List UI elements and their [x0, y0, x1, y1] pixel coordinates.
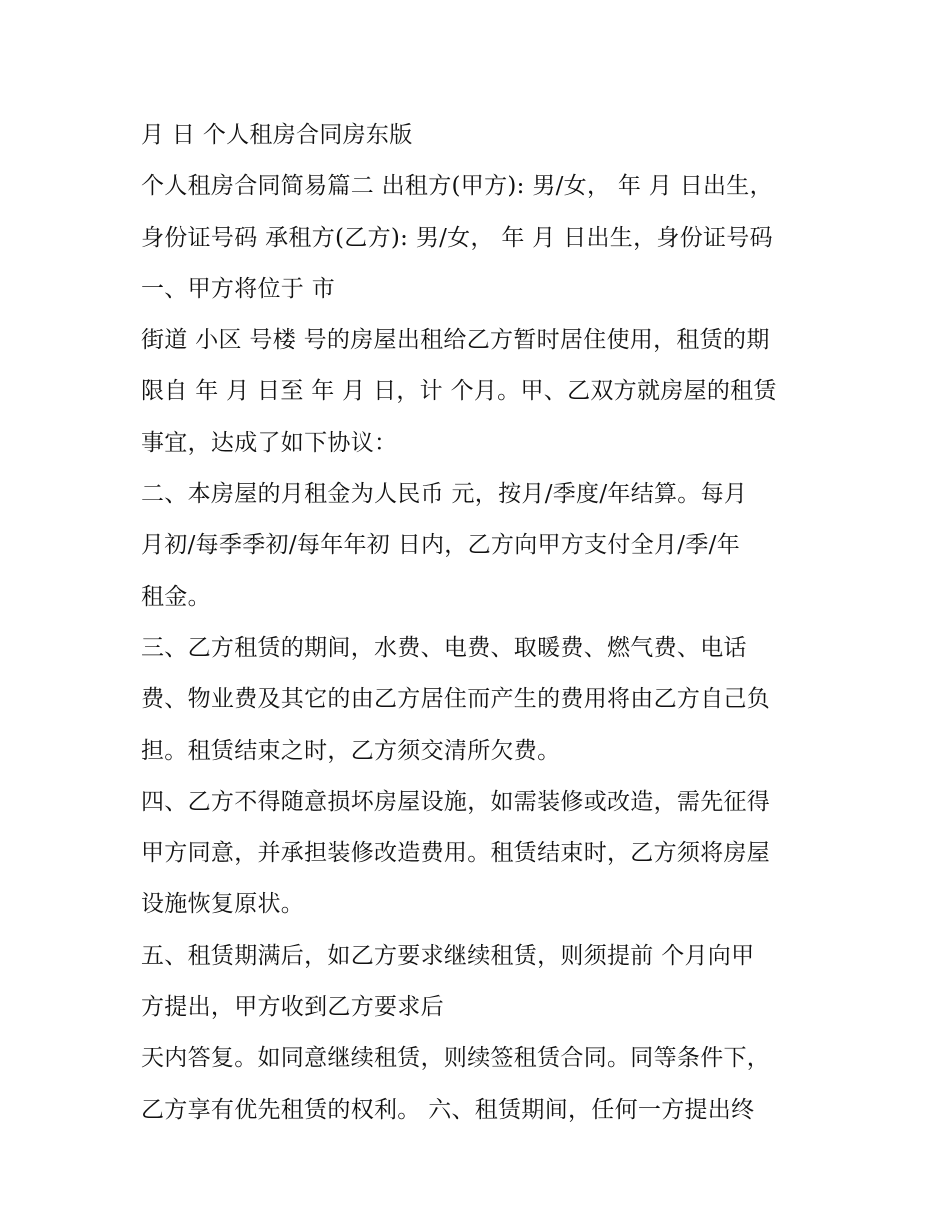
- text-line: 月 日 个人租房合同房东版: [141, 122, 413, 148]
- text-line: 事宜，达成了如下协议：: [141, 429, 398, 456]
- text-line: 月初/每季季初/每年年初 日内，乙方向甲方支付全月/季/年: [141, 532, 741, 559]
- text-line: 方提出，甲方收到乙方要求后: [141, 994, 444, 1021]
- text-line: 甲方同意，并承担装修改造费用。租赁结束时，乙方须将房屋: [141, 840, 771, 867]
- text-line: 个人租房合同简易篇二 出租方(甲方): 男/女， 年 月 日出生，: [141, 173, 773, 200]
- contract-text: [141, 110, 821, 1136]
- text-line: 设施恢复原状。: [141, 891, 305, 918]
- text-line: 乙方享有优先租赁的权利。 六、租赁期间，任何一方提出终: [141, 1096, 755, 1123]
- text-line: 天内答复。如同意继续租赁，则续签租赁合同。同等条件下，: [141, 1045, 771, 1072]
- text-line: 四、乙方不得随意损坏房屋设施，如需装修或改造，需先征得: [141, 788, 771, 815]
- text-line: 五、租赁期满后，如乙方要求继续租赁，则须提前 个月向甲: [141, 942, 755, 969]
- text-line: 限自 年 月 日至 年 月 日，计 个月。甲、乙双方就房屋的租赁: [141, 378, 777, 405]
- text-line: 身份证号码 承租方(乙方): 男/女， 年 月 日出生，身份证号码: [141, 224, 773, 251]
- text-line: 租金。: [141, 583, 211, 610]
- text-line: 费、物业费及其它的由乙方居住而产生的费用将由乙方自己负: [141, 686, 771, 713]
- text-line: 一、甲方将位于 市: [141, 275, 336, 302]
- text-line: 二、本房屋的月租金为人民币 元，按月/季度/年结算。每月: [141, 481, 748, 508]
- text-line: 担。租赁结束之时，乙方须交清所欠费。: [141, 737, 561, 764]
- text-line: 三、乙方租赁的期间，水费、电费、取暖费、燃气费、电话: [141, 634, 747, 661]
- text-line: 街道 小区 号楼 号的房屋出租给乙方暂时居住使用，租赁的期: [141, 327, 770, 354]
